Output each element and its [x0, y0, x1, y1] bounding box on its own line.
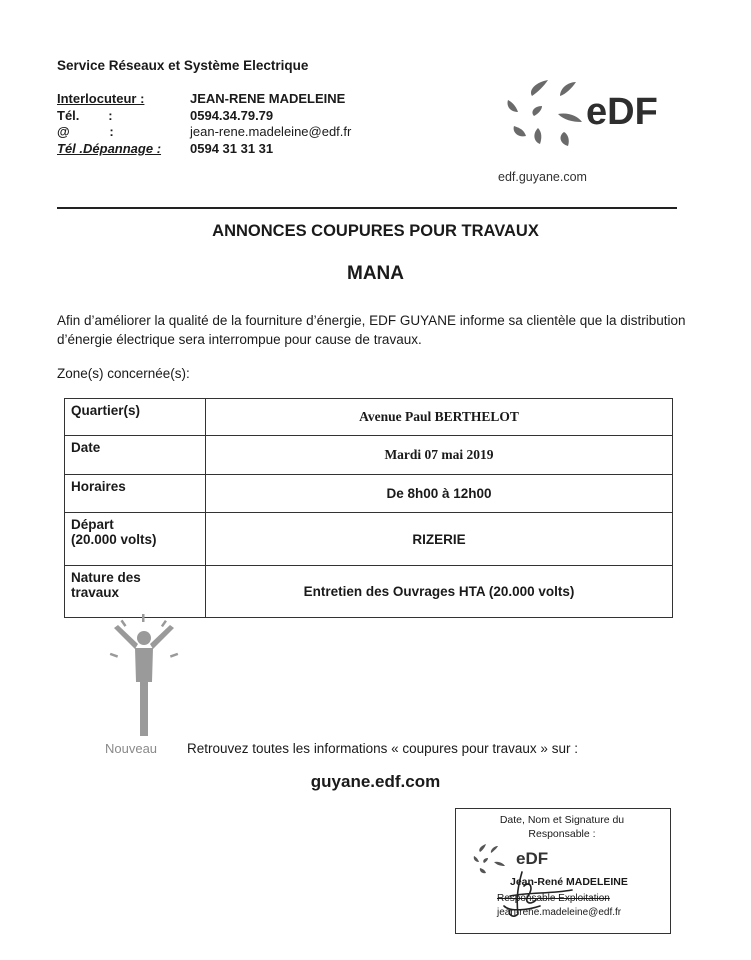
contact-value-tel: 0594.34.79.79	[190, 108, 274, 123]
row-key-quartier: Quartier(s)	[65, 399, 206, 436]
row-key-nature-line1: Nature des	[71, 570, 141, 585]
header-divider	[57, 207, 677, 209]
service-name: Service Réseaux et Système Electrique	[57, 58, 309, 73]
row-value-horaires: De 8h00 à 12h00	[206, 475, 673, 513]
signature-email: jean-rene.madeleine@edf.fr	[497, 907, 622, 918]
contact-label-depannage: Tél .Dépannage :	[57, 141, 162, 156]
nouveau-label: Nouveau	[105, 741, 158, 756]
row-key-depart-line1: Départ	[71, 517, 114, 532]
person-icon	[108, 612, 180, 744]
row-key-nature-line2: travaux	[71, 585, 120, 600]
contact-value-depannage: 0594 31 31 31	[190, 141, 274, 156]
row-key-depart-line2: (20.000 volts)	[71, 532, 157, 547]
row-value-date: Mardi 07 mai 2019	[206, 436, 673, 475]
outage-table	[64, 398, 673, 618]
table-row	[65, 399, 673, 436]
edf-logo-text: eDF	[586, 91, 658, 133]
edf-logo-mark	[507, 80, 582, 146]
contact-label-interlocuteur: Interlocuteur :	[57, 91, 145, 106]
row-key-depart	[65, 513, 206, 566]
contact-label-email: @ :	[57, 124, 114, 139]
edf-stamp-logo-text: eDF	[516, 849, 549, 868]
site-link[interactable]: guyane.edf.com	[310, 772, 441, 791]
info-text: Retrouvez toutes les informations « coupures pour travaux » sur :	[187, 741, 578, 756]
signature-box-title	[455, 813, 669, 841]
table-row	[65, 513, 673, 566]
table-row	[65, 566, 673, 618]
table-row	[65, 475, 673, 513]
page-title: ANNONCES COUPURES POUR TRAVAUX	[212, 222, 539, 240]
signature-box-title-line2: Responsable :	[528, 828, 596, 840]
signature-role: Responsable Exploitation	[497, 893, 610, 904]
town-title: MANA	[347, 263, 404, 284]
signature-name: Jean-René MADELEINE	[510, 876, 628, 888]
zone-label: Zone(s) concernée(s):	[57, 366, 190, 381]
contact-value-interlocuteur: JEAN-RENE MADELEINE	[190, 91, 346, 106]
row-value-quartier: Avenue Paul BERTHELOT	[206, 399, 673, 436]
row-value-depart: RIZERIE	[206, 513, 673, 566]
row-value-nature: Entretien des Ouvrages HTA (20.000 volts)	[206, 566, 673, 618]
intro-paragraph: Afin d’améliorer la qualité de la fourniture d’énergie, EDF GUYANE informe sa clientèle que la distribution d’énergie électrique sera interrompue pour cause de travaux.	[57, 313, 686, 347]
signature-box-title-line1: Date, Nom et Signature du	[499, 814, 625, 826]
edf-logo	[498, 72, 678, 152]
contact-label-tel: Tél. :	[57, 108, 113, 123]
table-row	[65, 436, 673, 475]
website: edf.guyane.com	[498, 170, 587, 184]
row-key-date: Date	[65, 436, 206, 475]
row-key-horaires: Horaires	[65, 475, 206, 513]
row-key-nature	[65, 566, 206, 618]
contact-value-email: jean-rene.madeleine@edf.fr	[190, 124, 352, 139]
